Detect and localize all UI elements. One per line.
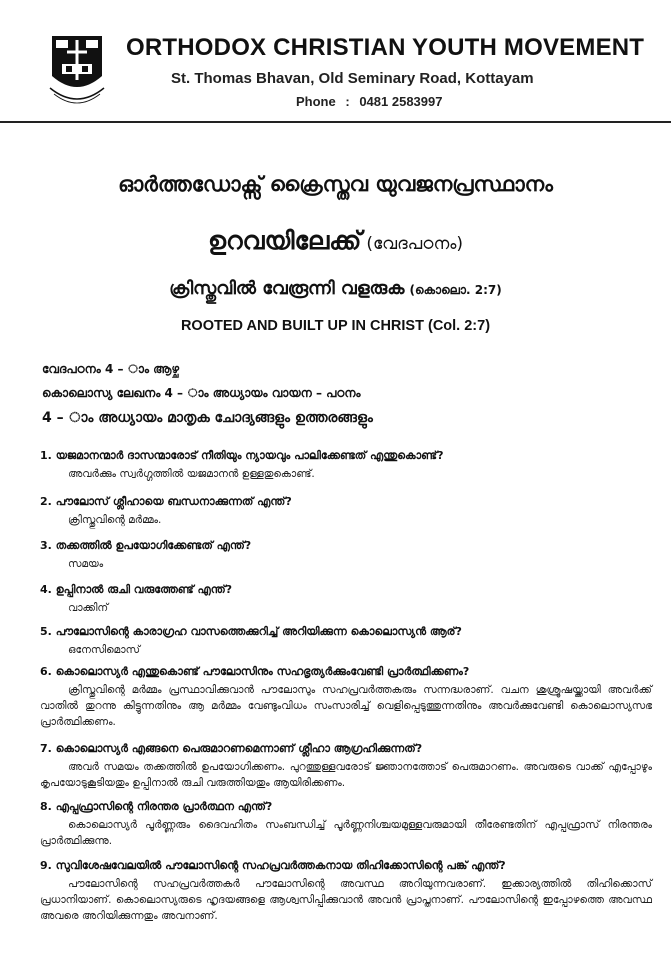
phone-number: 0481 2583997 [359,94,443,109]
question-text: എപ്പഫ്രാസിന്റെ നിരന്തര പ്രാർത്ഥന എന്ത്? [55,800,273,813]
letterhead [0,0,671,124]
question-text: യജമാനന്മാർ ദാസന്മാരോട് നീതിയും ന്യായവും പാലിക്കേണ്ടത് എന്തുകൊണ്ട്? [55,449,444,462]
question-number: 7. [40,742,52,755]
organization-phone [296,94,442,109]
question [40,664,652,679]
question-text: പൗലോസ് ശ്ലീഹായെ ബന്ധനാക്കുന്നത് എന്ത്? [55,495,292,508]
question-number: 4. [40,583,52,596]
question-number: 2. [40,495,52,508]
question [40,538,652,553]
phone-label: Phone [296,94,336,109]
qa-item [40,582,652,616]
qa-item [40,664,652,730]
question [40,494,652,509]
question-text: സുവിശേഷവേലയിൽ പൗലോസിന്റെ സഹപ്രവർത്തകനായ തിഹിക്കോസിന്റെ പങ്ക് എന്ത്? [55,859,506,872]
theme-reference: (കൊലൊ. 2:7) [409,283,502,297]
qa-item [40,538,652,572]
question-number: 9. [40,859,52,872]
question-number: 6. [40,665,52,678]
question [40,448,652,463]
section-heading: 4 – ാം അധ്യായം മാതൃക ചോദ്യങ്ങളും ഉത്തരങ്ങളും [42,410,373,426]
answer: വാക്കിന് [68,602,109,614]
program-name: ഉറവയിലേക്ക് [208,226,362,255]
question [40,799,652,814]
answer: കൊലൊസ്യർ പൂർണ്ണരും ദൈവഹിതം സംബന്ധിച്ച് പൂർണ്ണനിശ്ചയമുള്ളവരുമായി തീരേണ്ടതിന് എപ്പഫ്രാസ് നിരന്തരം പ്രാർത്ഥിക്കുന്നു. [40,819,652,847]
question-number: 5. [40,625,52,638]
ocym-emblem-logo [46,30,108,106]
answer: അവർക്കും സ്വർഗ്ഗത്തിൽ യജമാനൻ ഉള്ളതുകൊണ്ട്. [68,468,315,480]
question-text: കൊലൊസ്യർ എങ്ങനെ പെരുമാറണമെന്നാണ് ശ്ലീഹാ ആഗ്രഹിക്കുന്നത്? [55,742,423,755]
question-number: 3. [40,539,52,552]
question [40,624,652,639]
theme-english: ROOTED AND BUILT UP IN CHRIST (Col. 2:7) [180,318,491,334]
organization-name-malayalam: ഓർത്തഡോക്സ് ക്രൈസ്തവ യുവജനപ്രസ്ഥാനം [118,172,553,196]
question-number: 1. [40,449,52,462]
answer: ക്രിസ്തുവിന്റെ മർമ്മം. [68,514,162,526]
theme-title [0,278,671,299]
question-text: പൗലോസിന്റെ കാരാഗ്രഹ വാസത്തെക്കുറിച്ച് അറിയിക്കുന്ന കൊലൊസ്യൻ ആര്? [55,625,462,638]
question [40,741,652,756]
question-text: കൊലൊസ്യർ എന്തുകൊണ്ട് പൗലോസിനും സഹഭൃത്യർക്കുംവേണ്ടി പ്രാർത്ഥിക്കണം? [55,665,470,678]
qa-item [40,448,652,482]
question [40,858,652,873]
qa-item [40,858,652,924]
phone-separator: : [345,94,350,109]
answer: പൗലോസിന്റെ സഹപ്രവർത്തകർ പൗലോസിന്റെ അവസ്ഥ അറിയുന്നവരാണ്. ഇക്കാര്യത്തിൽ തിഹിക്കൊസ് പ്രധാനിയാണ്. കൊലൊസ്യരുടെ ഹൃദയങ്ങളെ ആശ്വസിപ്പിക്കുവാൻ അവൻ പ്രാപ്തനാണ്. പൗലോസിന്റെ ഇപ്പോഴത്തെ അവസ്ഥ അവരെ അറിയിക്കുന്നതും അവനാണ്. [40,878,652,922]
qa-item [40,624,652,658]
qa-item [40,799,652,849]
reading-assignment: കൊലൊസ്യ ലേഖനം 4 – ാം അധ്യായം വായന – പഠനം [42,386,361,400]
organization-address: St. Thomas Bhavan, Old Seminary Road, Kottayam [171,70,534,87]
answer: അവർ സമയം തക്കത്തിൽ ഉപയോഗിക്കണം. പുറത്തുള്ളവരോട് ജ്ഞാനത്തോട് പെരുമാറണം. അവരുടെ വാക്ക് എപ്പോഴും കൃപയോടുകൂടിയതും ഉപ്പിനാൽ രുചി വരുത്തിയതും ആയിരിക്കണം. [40,761,652,789]
qa-item [40,741,652,791]
question-text: ഉപ്പിനാൽ രുചി വരുത്തേണ്ട് എന്ത്? [55,583,233,596]
theme-malayalam: ക്രിസ്തുവിൽ വേരൂന്നി വളരുക [169,278,405,299]
question [40,582,652,597]
question-text: തക്കത്തിൽ ഉപയോഗിക്കേണ്ടത് എന്ത്? [55,539,252,552]
program-title [0,226,671,256]
answer: ഒനേസിമൊസ് [68,644,140,656]
answer: ക്രിസ്തുവിന്റെ മർമ്മം പ്രസ്ഥാവിക്കുവാൻ പൗലോസും സഹപ്രവർത്തകരും സന്നദ്ധരാണ്. വചന ശുശ്രൂഷയ്ക്കായി അവർക്ക് വാതിൽ തുറന്നു കിട്ടുന്നതിനും ആ മർമ്മം വേണ്ടുംവിധം സംസാരിച്ച് വെളിപ്പെടുത്തുന്നതിനും അവർക്കുവേണ്ടി കൊലൊസ്യസഭ പ്രാർത്ഥിക്കണം. [40,684,652,728]
program-subtitle: (വേദപഠനം) [366,234,463,254]
qa-item [40,494,652,528]
organization-name: ORTHODOX CHRISTIAN YOUTH MOVEMENT [126,34,645,61]
header-divider [0,121,671,123]
answer: സമയം [68,558,104,570]
study-week: വേദപഠനം 4 – ാം ആഴ്ച [42,362,180,376]
question-number: 8. [40,800,52,813]
